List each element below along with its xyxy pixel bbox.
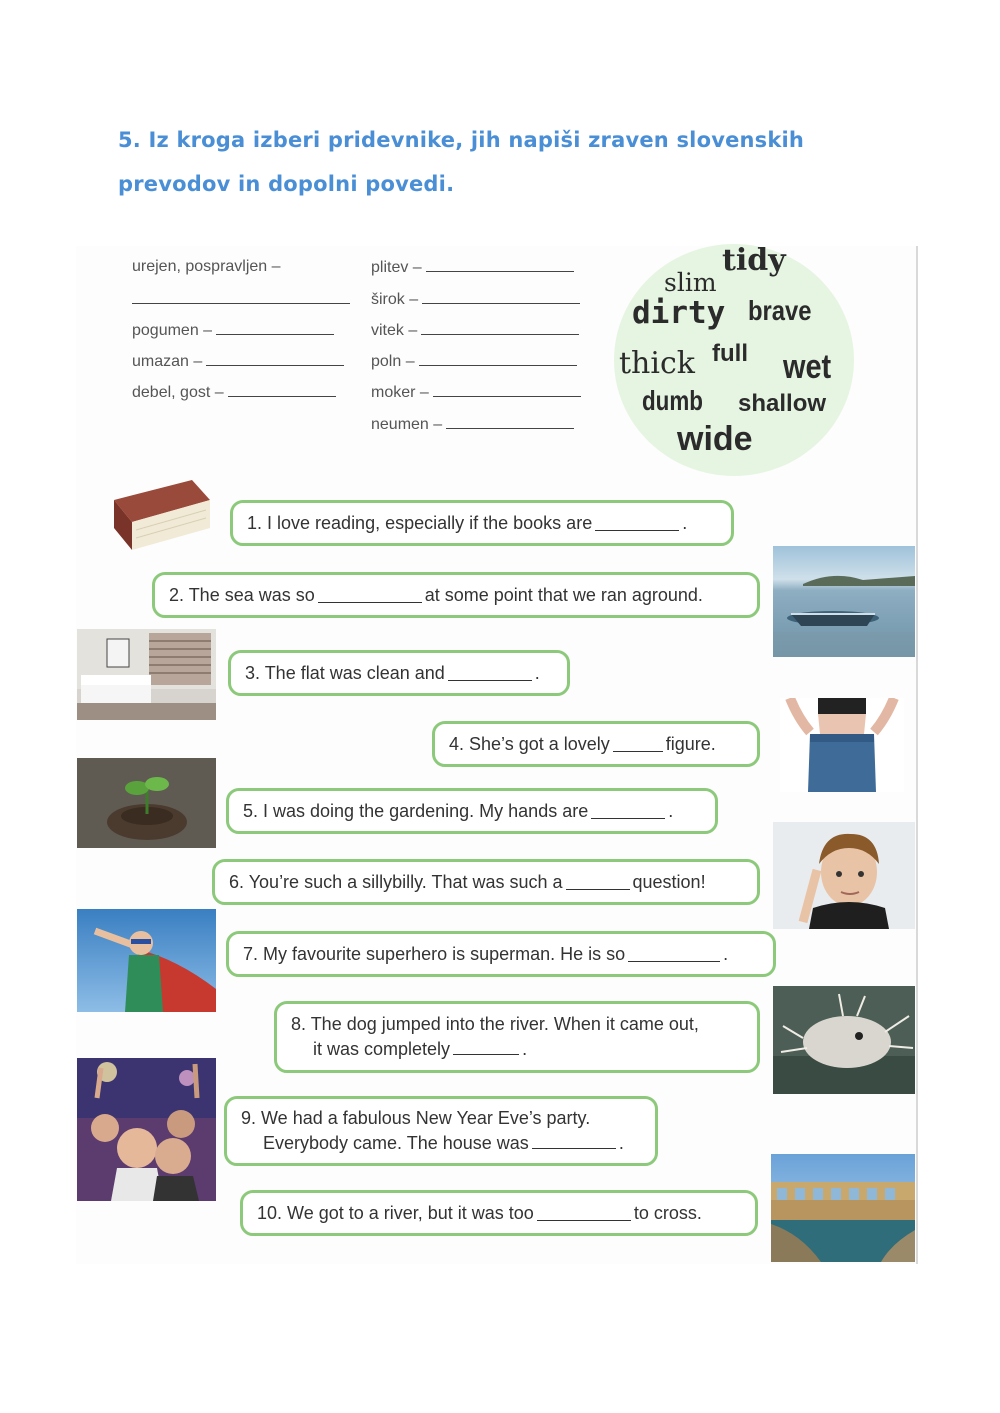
answer-blank[interactable]	[628, 946, 720, 962]
word-dirty: dirty	[632, 295, 726, 331]
answer-blank[interactable]	[206, 350, 344, 366]
answer-blank[interactable]	[426, 256, 574, 272]
sentence-7: 7. My favourite superhero is superman. He is so .	[226, 931, 776, 977]
vocab-item-pogumen: pogumen –	[132, 319, 334, 341]
vocab-item-debel: debel, gost –	[132, 381, 336, 403]
word-slim: slim	[664, 268, 717, 297]
sentence-1: 1. I love reading, especially if the books are .	[230, 500, 734, 546]
word-tidy: tidy	[722, 243, 786, 278]
vocab-item-vitek: vitek –	[371, 319, 579, 341]
answer-blank[interactable]	[595, 515, 679, 531]
sentence-2: 2. The sea was so at some point that we ran aground.	[152, 572, 760, 618]
vocab-item-urejen: urejen, pospravljen –	[132, 258, 281, 275]
answer-blank[interactable]	[613, 736, 663, 752]
tidy-room-image	[77, 629, 216, 720]
sentence-3: 3. The flat was clean and .	[228, 650, 570, 696]
answer-blank[interactable]	[318, 587, 422, 603]
book-image	[106, 478, 212, 554]
answer-blank[interactable]	[422, 288, 580, 304]
brave-superhero-image	[77, 909, 216, 1012]
answer-blank[interactable]	[537, 1205, 631, 1221]
sentence-4: 4. She’s got a lovely figure.	[432, 721, 760, 767]
vocab-item-moker: moker –	[371, 381, 581, 403]
answer-blank[interactable]	[446, 413, 574, 429]
answer-blank[interactable]	[532, 1133, 616, 1149]
answer-blank[interactable]	[132, 288, 350, 304]
word-wet: wet	[783, 348, 832, 386]
word-thick: thick	[619, 346, 695, 381]
word-full: full	[712, 340, 748, 367]
full-party-image	[77, 1058, 216, 1201]
shallow-sea-image	[773, 546, 915, 657]
answer-blank[interactable]	[228, 381, 336, 397]
dumb-boy-image	[773, 822, 915, 929]
wide-river-image	[771, 1154, 915, 1262]
vocab-item-poln: poln –	[371, 350, 577, 372]
vocab-item-blank[interactable]	[132, 288, 350, 310]
answer-blank[interactable]	[433, 381, 581, 397]
slim-figure-image	[780, 698, 904, 792]
word-wide: wide	[677, 420, 753, 458]
word-dumb: dumb	[642, 385, 703, 416]
vocab-item-umazan: umazan –	[132, 350, 344, 372]
answer-blank[interactable]	[591, 803, 665, 819]
sentence-10: 10. We got to a river, but it was too to cross.	[240, 1190, 758, 1236]
sentence-9: 9. We had a fabulous New Year Eve’s party. Everybody came. The house was .	[224, 1096, 658, 1166]
dirty-hands-image	[77, 758, 216, 848]
word-shallow: shallow	[738, 390, 827, 417]
word-brave: brave	[748, 295, 812, 326]
sentence-6: 6. You’re such a sillybilly. That was such a question!	[212, 859, 760, 905]
answer-blank[interactable]	[419, 350, 577, 366]
answer-blank[interactable]	[448, 665, 532, 681]
wet-dog-image	[773, 986, 915, 1094]
vocab-item-neumen: neumen –	[371, 413, 574, 435]
exercise-instruction: 5. Iz kroga izberi pridevnike, jih napiši zraven slovenskih prevodov in dopolni povedi.	[118, 128, 805, 196]
sentence-8: 8. The dog jumped into the river. When it came out, it was completely .	[274, 1001, 760, 1073]
vocab-item-plitev: plitev –	[371, 256, 574, 278]
vocab-item-sirok: širok –	[371, 288, 580, 310]
answer-blank[interactable]	[421, 319, 579, 335]
sentence-5: 5. I was doing the gardening. My hands are .	[226, 788, 718, 834]
answer-blank[interactable]	[216, 319, 334, 335]
answer-blank[interactable]	[566, 874, 630, 890]
answer-blank[interactable]	[453, 1039, 519, 1055]
